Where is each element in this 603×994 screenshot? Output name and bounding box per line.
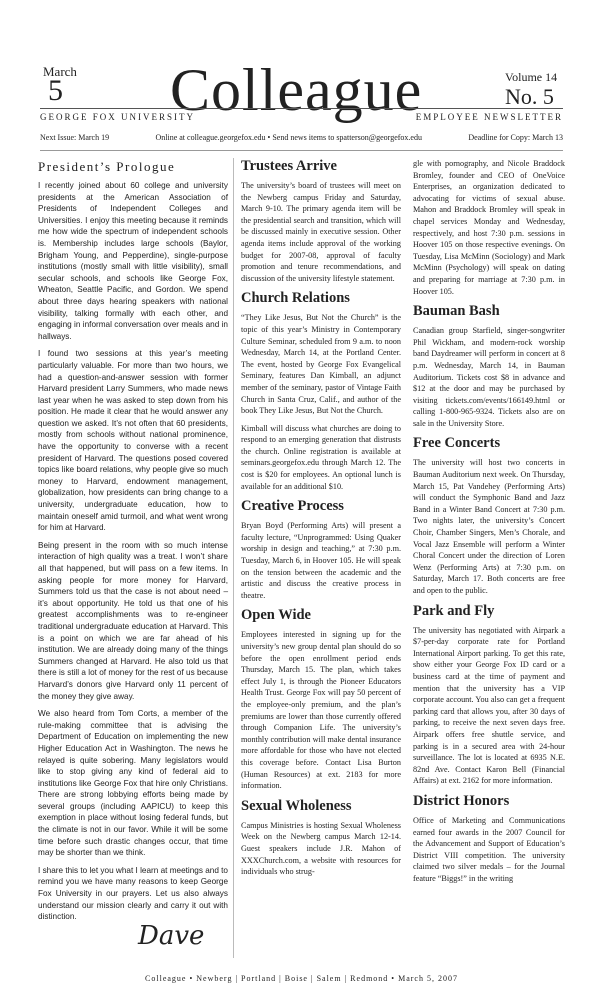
column-divider [233,158,234,958]
paragraph: “They Like Jesus, But Not the Church” is the topic of this year’s Ministry in Contemporary Culture Seminar, scheduled from 9 a.m. to noon Wednesday, March 14, at the Portland Center. The event, hosted by George Fox Evangelical Seminary, features Dan Kimball, an adjunct member of the seminary, pastor of Vintage Faith Church in Santa Cruz, Calif., and author of the book They Like Jesus, But Not the Church. [241,313,401,416]
paragraph: Bryan Boyd (Performing Arts) will present a faculty lecture, “Unprogrammed: Using Quaker worship in design and teaching,” at 7:30 p.m. Tuesday, March 6, in Hoover 105. He will speak on the tension between the academic and the artistic and discuss the creative process in theatre. [241,521,401,600]
paragraph: The university will host two concerts in Bauman Auditorium next week. On Thursday, March 15, Pat Vandehey (Performing Arts) will conduct the Symphonic Band and Jazz Band in a Winter Band Concert at 7:30 p.m. Two nights later, the university’s Concert Choir, Chamber Singers, Men’s Chorale, and Vocal Jazz Ensemble will perform a Winter Choral Concert under the direction of Loren Wenz (Performing Arts) at 7:30 p.m. on Saturday, March 17. Both concerts are free and open to the public. [413,458,565,595]
section-heading: Church Relations [241,290,350,307]
paragraph: I recently joined about 60 college and university presidents at the American Association of Presidents of Independent Colleges and Universities. I enjoy this meeting because it reminds me how wide the spectrum of independent schools is. Membership includes large schools (Baylor, Brigham Young, and Pepperdine), single-purpose institutions (mostly small with little visibility), small secular schools, and schools like George Fox, Wheaton, Seattle Pacific, and Gordon. We spend about three days hearing speakers with national visibility, talking formally with each other, and engaging in informal conversation over meals and in hallways. [38,181,228,341]
paragraph: I share this to let you what I learn at meetings and to remind you we have many reasons to keep George Fox University in our prayers. Let us also always understand our mission clearly and carry it out with distinction. [38,865,228,922]
section-heading: Creative Process [241,498,344,515]
info-bar [40,133,563,142]
paragraph: Canadian group Starfield, singer-songwriter Phil Wickham, and modern-rock worship band Daydreamer will perform in concert at 8 p.m. Wednesday, March 14, in Bauman Auditorium. Tickets cost $8 in advance and $12 at the door and may be purchased by visiting tickets.com/events/166149.html or calling 1-800-965-9324. Tickets also are on sale in the University Store. [413,326,565,428]
section-heading: Bauman Bash [413,303,500,320]
school-name: GEORGE FOX UNIVERSITY [40,112,195,122]
signature: Dave [138,920,205,951]
newsletter-subtitle: EMPLOYEE NEWSLETTER [415,112,563,122]
presidents-prologue [38,158,228,951]
paragraph: The university has negotiated with Airpark a $7-per-day corporate rate for Portland International Airport parking. To get this rate, show either your George Fox ID card or a business card at the time of payment and mention that the university has a VIP corporate account. You also can get a frequent parking card that allows you, after 30 days of parking, to receive the next seven days free. Airpark offers free shuttle service, and parking is in a secured area with 24-hour surveillance. The lot is located at 6935 N.E. 82nd Ave. Contact Karon Bell (Financial Affairs) at ext. 2162 for more information. [413,625,565,786]
paragraph: Kimball will discuss what churches are doing to respond to an emerging generation that distrusts the church. Online registration is available at seminars.georgefox.edu through March 12. The cost is $20 for employees. An optional lunch is available for an additional $10. [241,423,401,491]
volume-label: Volume 14 [505,70,558,84]
section-heading: Free Concerts [413,435,501,452]
issue-number: No. 5 [505,84,554,109]
paragraph: I found two sessions at this year’s meeting particularly valuable. For more than two hours, we had a question-and-answer session with former Harvard president Larry Summers, who made news last year when he was asked to step down from his position. He made it clear that he would answer any question we asked. It’s not often that 60 presidents, mostly from schools without national prominence, have the opportunity to converse with a recent president of Harvard. The questions posed covered topics like board relations, why people give so much money to Harvard, endowment management, globalization, how presidents can bring change to a university, undergraduate education, how to maintain oneself amid turmoil, and what went wrong for him at Harvard. [38,349,228,533]
online-info[interactable]: Online at colleague.georgefox.edu • Send news items to spatterson@georgefox.edu [155,133,422,142]
section-heading: District Honors [413,792,510,809]
paragraph: Campus Ministries is hosting Sexual Wholeness Week on the Newberg campus March 12-14. Guest speakers include J.R. Mahon of XXXChurch.com, a website with resources for individuals who strug- [241,820,401,877]
next-issue: Next Issue: March 19 [40,133,110,142]
paragraph: Office of Marketing and Communications earned four awards in the 2007 Council for the Advancement and Support of Education’s District VIII competition. The university claimed two silver medals – for the Journal feature “Biggs!” in the writing [413,815,565,883]
section-heading: Open Wide [241,607,311,624]
paragraph: We also heard from Tom Corts, a member of the rule-making committee that is advising the Department of Education on implementing the new Higher Education Act in Washington. The news he relayed is quite sobering. Many legislators would like to stop giving any kind of federal aid to institutions like George Fox that hire only Christians. There are strong lobbying efforts being made by several groups (including AAPICU) to keep this exemption in place without losing federal funds, but the climate is not in our favor. While it will be some time before such drastic changes occur, that time may be shorter than we think. [38,709,228,858]
right-column [413,158,565,890]
paragraph: Employees interested in signing up for the university’s new group dental plan should do so before the open enrollment period ends Thursday, March 15. The plan, which takes effect July 1, is through the Pioneer Educators Health Trust. George Fox will pay 50 percent of the employee-only premium, and the plan’s premiums are lower than those currently offered through Companion Life. The university’s monthly contribution will make dental insurance more affordable for those who have not elected this coverage before. Contact Lisa Burton (Human Resources) at ext. 2183 for more information. [241,630,401,791]
masthead-rule [40,108,563,109]
paragraph: The university’s board of trustees will meet on the Newberg campus Friday and Saturday, March 9-10. The primary agenda item will be the presidential search and transition, which will be discussed mainly in executive session. Other agenda items include approval of the working budget for 2007-08, approval of faculty promotion and tenure recommendations, and discussion of the university lifestyle statement. [241,181,401,283]
middle-column [241,158,401,884]
section-heading: Park and Fly [413,602,495,619]
issue-month: March [43,64,77,79]
deadline: Deadline for Copy: March 13 [468,133,563,142]
section-heading: President’s Prologue [38,159,176,174]
page-footer: Colleague • Newberg | Portland | Boise | Salem | Redmond • March 5, 2007 [145,974,458,983]
info-rule [40,150,563,151]
section-heading: Trustees Arrive [241,158,337,174]
section-heading: Sexual Wholeness [241,797,352,814]
paragraph: Being present in the room with so much intense interaction of high quality was a treat. I won’t share all that happened, but will pass on a few items. In asking people for more money for Harvard, Summers told us that the case is not about need – it’s about opportunity. He told us that one of his greatest accomplishments was to re-engineer traditional undergraduate education at Harvard. This is a point on which we are far ahead of his institution. We are already doing many of the things Summers changed at Harvard. He also told us that there is still a lot of money for the rest of us because Harvard’s donors give Harvard only 11 percent of the money they give away. [38,540,228,701]
issue-day: 5 [48,74,63,107]
paragraph: gle with pornography, and Nicole Braddock Bromley, founder and CEO of OneVoice Enterprises, an organization dedicated to advocating for victims of sexual abuse. Mahon and Braddock Bromley will speak in chapel services Monday and Wednesday, respectively, and host 7:30 p.m. sessions in Hoover 105 on those respective evenings. On Tuesday, Lisa McMinn (Sociology) and Mark McMinn (Psychology) will speak on dating and preparing for marriage at 7:30 p.m. in Hoover 105. [413,159,565,296]
newsletter-title: Colleague [170,57,423,123]
